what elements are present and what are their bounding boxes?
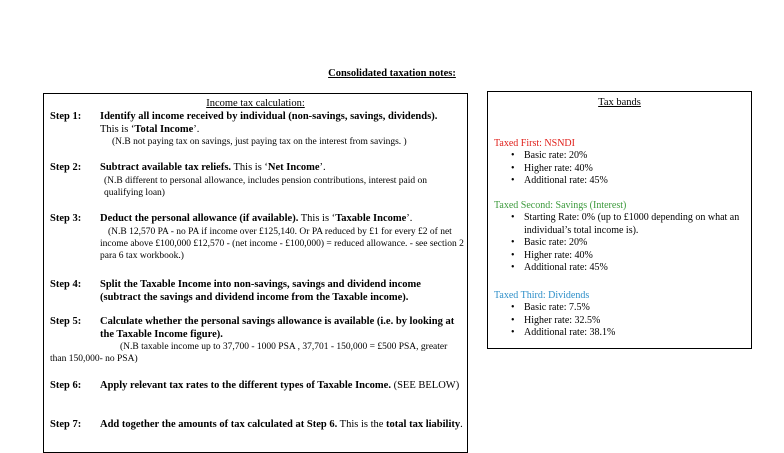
bullet-icon: •: [511, 249, 515, 261]
step-text: Identify all income received by individual (non-savings, savings, dividends). This is ‘Total Income’.: [100, 111, 438, 135]
band-title: Taxed Second: Savings (Interest): [494, 200, 627, 211]
step-text: Split the Taxable Income into non-savings, savings and dividend income (subtract the savings and dividend income from the Taxable income).: [100, 279, 421, 303]
step-1: [50, 111, 464, 148]
bullet-icon: •: [511, 262, 515, 273]
step-4: [50, 279, 464, 304]
step-label: Step 1:: [50, 111, 82, 122]
list-item: • Basic rate: 20%: [511, 150, 588, 161]
band-title: Taxed First: NSNDI: [494, 138, 575, 149]
step-label: Step 5:: [50, 316, 82, 327]
page-title: Consolidated taxation notes:: [328, 68, 456, 79]
list-item: • Basic rate: 20%: [511, 237, 588, 248]
list-item: • Higher rate: 40%: [511, 249, 593, 261]
tax-bands-box: [487, 91, 752, 349]
step-text: Add together the amounts of tax calculated at Step 6. This is the total tax liability.: [100, 419, 463, 430]
list-item: • Additional rate: 45%: [511, 262, 608, 273]
step-2: [50, 162, 464, 199]
step-note: (N.B different to personal allowance, includes pension contributions, interest paid on qualifying loan): [104, 175, 428, 198]
list-item: • Basic rate: 7.5%: [511, 302, 590, 313]
step-text: Subtract available tax reliefs. This is ‘Net Income’.: [100, 162, 326, 173]
list-item: • Higher rate: 40%: [511, 162, 593, 174]
bullet-icon: •: [511, 175, 515, 186]
step-text: Deduct the personal allowance (if available). This is ‘Taxable Income’.: [100, 213, 413, 224]
list-item: • Starting Rate: 0% (up to £1000 depending on what an individual’s total income is).: [511, 212, 740, 236]
band-nsndi: [494, 138, 744, 188]
bullet-icon: •: [511, 150, 515, 161]
income-tax-box: [43, 93, 468, 453]
bullet-icon: •: [511, 327, 515, 338]
step-text: Calculate whether the personal savings allowance is available (i.e. by looking at the Taxable Income figure).: [100, 316, 455, 340]
tax-bands-heading: Tax bands: [598, 97, 641, 108]
list-item: • Additional rate: 38.1%: [511, 327, 616, 338]
band-savings: [494, 200, 744, 275]
band-dividends: [494, 290, 744, 340]
step-label: Step 2:: [50, 162, 82, 173]
bullet-icon: •: [511, 314, 515, 326]
step-5: [50, 316, 464, 365]
step-note: (N.B taxable income up to 37,700 - 1000 PSA , 37,701 - 150,000 = £500 PSA, greater than 150,000- no PSA): [50, 342, 448, 364]
step-label: Step 6:: [50, 380, 82, 391]
bullet-icon: •: [511, 162, 515, 174]
step-text: Apply relevant tax rates to the different types of Taxable Income. (SEE BELOW): [100, 380, 460, 391]
list-item: • Higher rate: 32.5%: [511, 314, 601, 326]
band-list: [494, 302, 744, 340]
band-list: [494, 150, 744, 188]
bullet-icon: •: [511, 237, 515, 248]
step-note: (N.B 12,570 PA - no PA if income over £125,140. Or PA reduced by £1 for every £2 of net income above £100,000 £12,570 - (net income - £100,000) = reduced allowance. - see section 2 para 6 tax workbook.): [100, 226, 464, 261]
step-7: [50, 419, 464, 432]
step-6: [50, 380, 464, 393]
step-3: [50, 213, 464, 262]
bullet-icon: •: [511, 212, 515, 223]
band-title: Taxed Third: Dividends: [494, 290, 590, 301]
list-item: • Additional rate: 45%: [511, 175, 608, 186]
bullet-icon: •: [511, 302, 515, 313]
step-label: Step 7:: [50, 419, 82, 430]
band-list: [494, 212, 744, 275]
step-note: (N.B not paying tax on savings, just paying tax on the interest from savings. ): [112, 137, 407, 147]
income-tax-heading: Income tax calculation:: [206, 98, 305, 109]
step-label: Step 4:: [50, 279, 82, 290]
step-label: Step 3:: [50, 213, 82, 224]
